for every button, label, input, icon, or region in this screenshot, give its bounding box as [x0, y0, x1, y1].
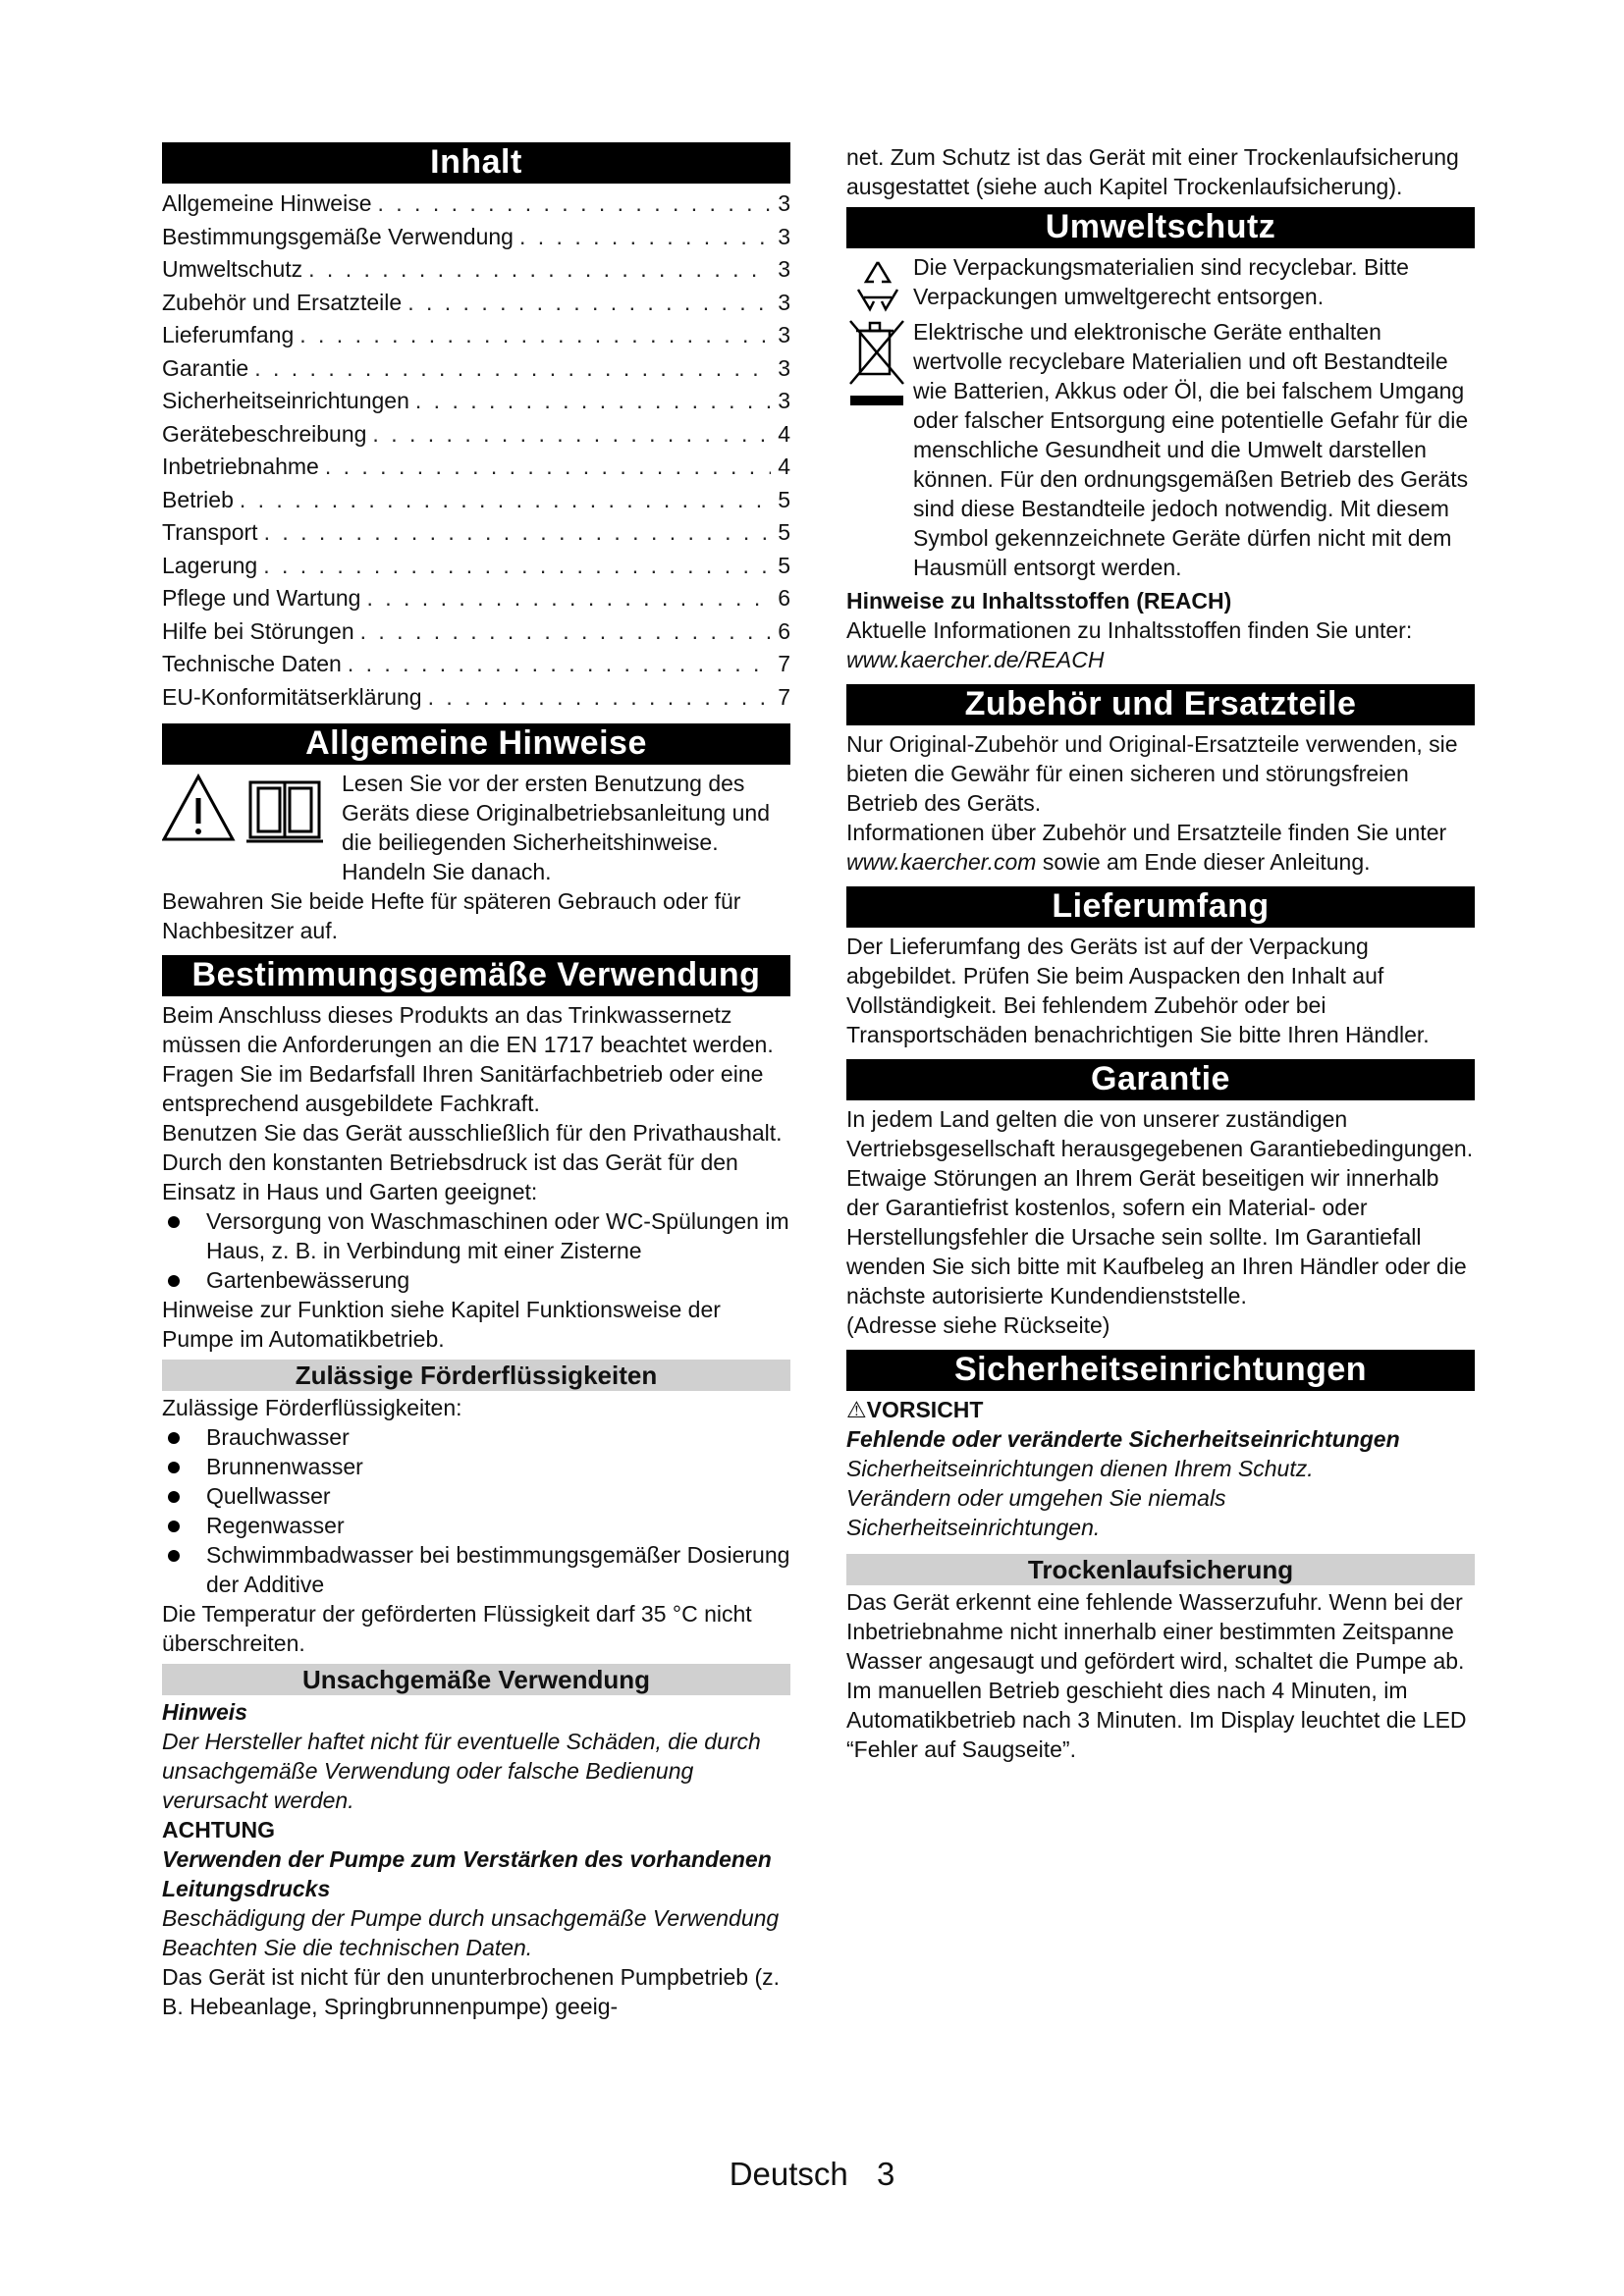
toc-entry[interactable]: [162, 187, 790, 221]
toc-entry-page: 4: [778, 454, 790, 479]
list-item: Brunnenwasser: [162, 1452, 790, 1481]
trocken-p1: Das Gerät erkennt eine fehlende Wasserzufuhr. Wenn bei der Inbetriebnahme nicht innerhalb einer bestimmten Zeitspanne Wasser angesaugt und gefördert wird, schaltet die Pumpe ab. Im manuellen Betrieb geschieht dies nach 4 Minuten, im Automatikbetrieb nach 3 Minuten. Im Display leuchtet die LED “Fehler auf Saugseite”.: [846, 1589, 1467, 1762]
toc-entry-page: 6: [778, 585, 790, 611]
allgemeine-p2: Bewahren Sie beide Hefte für späteren Gebrauch oder für Nachbesitzer auf.: [162, 888, 741, 943]
toc-entry-page: 5: [778, 486, 790, 512]
toc-entry[interactable]: [162, 352, 790, 386]
toc-dot-leader: [264, 516, 771, 550]
achtung-heading: Verwenden der Pumpe zum Verstärken des vorhandenen Leitungsdrucks: [162, 1846, 772, 1901]
toc-dot-leader: [415, 385, 771, 418]
subheading-trocken: Trockenlaufsicherung: [846, 1554, 1475, 1585]
section-heading-allgemeine: Allgemeine Hinweise: [162, 723, 790, 765]
manual-book-icon: [246, 782, 323, 841]
table-of-contents: [162, 187, 790, 714]
hinweis-label: Hinweis: [162, 1699, 247, 1725]
unsach-p1: Das Gerät ist nicht für den ununterbrochenen Pumpbetrieb (z. B. Hebeanlage, Springbrunnenpumpe) geeig-: [162, 1964, 781, 2019]
toc-entry-label: Lieferumfang: [162, 322, 295, 347]
toc-dot-leader: [308, 253, 771, 287]
zulaessig-list: [162, 1422, 790, 1599]
toc-entry-label: Technische Daten: [162, 651, 342, 676]
zubehoer-p1: Nur Original-Zubehör und Original-Ersatzteile verwenden, sie bieten die Gewähr für einen sicheren und störungsfreien Betrieb des Geräts.: [846, 731, 1458, 816]
list-item: Regenwasser: [162, 1511, 790, 1540]
toc-entry-label: Lagerung: [162, 552, 258, 578]
toc-entry[interactable]: [162, 451, 790, 484]
toc-entry-label: Inbetriebnahme: [162, 454, 319, 479]
toc-dot-leader: [299, 319, 771, 352]
list-item: Versorgung von Waschmaschinen oder WC-Spülungen im Haus, z. B. in Verbindung mit einer Zisterne: [162, 1206, 790, 1265]
subheading-zulaessig: Zulässige Förderflüssigkeiten: [162, 1360, 790, 1391]
left-column: [162, 142, 790, 2021]
kaercher-link[interactable]: www.kaercher.com: [846, 849, 1037, 875]
toc-heading: Inhalt: [162, 142, 790, 184]
toc-entry-page: 6: [778, 617, 790, 644]
zubehoer-p2-text-end: sowie am Ende dieser Anleitung.: [1036, 849, 1371, 875]
allgemeine-p1: Lesen Sie vor der ersten Benutzung des Geräts diese Originalbetriebsanleitung und die beiliegenden Sicherheitshinweise. Handeln Sie danach.: [342, 771, 770, 884]
toc-entry-label: Allgemeine Hinweise: [162, 190, 372, 216]
toc-entry-label: Transport: [162, 519, 258, 545]
warning-icon: [162, 769, 329, 855]
toc-entry-label: Bestimmungsgemäße Verwendung: [162, 223, 514, 249]
toc-dot-leader: [519, 221, 771, 254]
right-column: [846, 142, 1475, 1764]
toc-entry-label: Sicherheitseinrichtungen: [162, 388, 409, 413]
toc-entry[interactable]: [162, 582, 790, 615]
umwelt-p1: Die Verpackungsmaterialien sind recyclebar. Bitte Verpackungen umweltgerecht entsorgen.: [913, 254, 1409, 309]
list-item: Schwimmbadwasser bei bestimmungsgemäßer Dosierung der Additive: [162, 1540, 790, 1599]
sicher-heading: Fehlende oder veränderte Sicherheitseinrichtungen: [846, 1426, 1400, 1452]
toc-dot-leader: [240, 484, 771, 517]
toc-entry-page: 3: [778, 289, 790, 315]
section-heading-zubehoer: Zubehör und Ersatzteile: [846, 684, 1475, 725]
toc-entry[interactable]: [162, 484, 790, 517]
zubehoer-p2: [846, 818, 1475, 877]
toc-entry-label: Pflege und Wartung: [162, 585, 361, 611]
toc-entry[interactable]: [162, 615, 790, 649]
toc-entry-page: 4: [778, 420, 790, 447]
liefer-p1: Der Lieferumfang des Geräts ist auf der Verpackung abgebildet. Prüfen Sie beim Auspacken den Inhalt auf Vollständigkeit. Bei fehlendem Zubehör oder bei Transportschäden benachrichtigen Sie bitte Ihren Händler.: [846, 934, 1430, 1047]
toc-entry-page: 3: [778, 322, 790, 347]
toc-entry-label: Garantie: [162, 354, 249, 381]
toc-dot-leader: [348, 648, 771, 681]
hinweis-text: Der Hersteller haftet nicht für eventuelle Schäden, die durch unsachgemäße Verwendung oder falsche Bedienung verursacht werden.: [162, 1729, 761, 1813]
toc-dot-leader: [407, 287, 771, 320]
toc-entry[interactable]: [162, 287, 790, 320]
vorsicht-text: VORSICHT: [866, 1397, 984, 1422]
toc-entry-page: 3: [778, 388, 790, 413]
toc-entry-page: 3: [778, 223, 790, 249]
section-heading-bestimmung: Bestimmungsgemäße Verwendung: [162, 955, 790, 996]
zubehoer-p2-text: Informationen über Zubehör und Ersatzteile finden Sie unter: [846, 820, 1447, 845]
toc-entry-label: Umweltschutz: [162, 256, 303, 282]
section-heading-garantie: Garantie: [846, 1059, 1475, 1100]
toc-entry-label: EU-Konformitätserklärung: [162, 683, 422, 710]
achtung-text-1: Beschädigung der Pumpe durch unsachgemäße Verwendung: [162, 1905, 780, 1931]
list-item: Brauchwasser: [162, 1422, 790, 1452]
toc-entry[interactable]: [162, 253, 790, 287]
toc-entry-label: Betrieb: [162, 486, 234, 512]
toc-entry-page: 3: [778, 354, 790, 381]
footer-page-number: 3: [876, 2156, 895, 2192]
zulaessig-intro: Zulässige Förderflüssigkeiten:: [162, 1395, 462, 1420]
achtung-text-2: Beachten Sie die technischen Daten.: [162, 1935, 533, 1960]
bestimmung-p2: Benutzen Sie das Gerät ausschließlich für den Privathaushalt.: [162, 1120, 783, 1146]
sicher-text-2: Verändern oder umgehen Sie niemals Sicherheitseinrichtungen.: [846, 1485, 1226, 1540]
section-heading-umwelt: Umweltschutz: [846, 207, 1475, 248]
toc-entry-label: Hilfe bei Störungen: [162, 617, 354, 644]
toc-dot-leader: [360, 615, 771, 649]
garantie-p1: In jedem Land gelten die von unserer zuständigen Vertriebsgesellschaft herausgegebenen Garantiebedingungen. Etwaige Störungen an Ihrem Gerät beseitigen wir innerhalb der Garantiefrist kostenlos, sofern ein Material- oder Herstellungsfehler die Ursache sein sollte. Im Garantiefall wenden Sie sich bitte mit Kaufbeleg an Ihren Händler oder die nächste autorisierte Kundendienststelle.: [846, 1106, 1474, 1308]
reach-text: Aktuelle Informationen zu Inhaltsstoffen finden Sie unter:: [846, 617, 1413, 643]
toc-entry[interactable]: [162, 221, 790, 254]
garantie-p2: (Adresse siehe Rückseite): [846, 1312, 1110, 1338]
toc-entry-page: 7: [778, 651, 790, 676]
toc-entry[interactable]: [162, 418, 790, 452]
zulaessig-p1: Die Temperatur der geförderten Flüssigkeit darf 35 °C nicht überschreiten.: [162, 1601, 752, 1656]
section-heading-liefer: Lieferumfang: [846, 886, 1475, 928]
bestimmung-list: [162, 1206, 790, 1295]
subheading-unsach: Unsachgemäße Verwendung: [162, 1664, 790, 1695]
toc-entry[interactable]: [162, 516, 790, 550]
toc-dot-leader: [372, 418, 771, 452]
bestimmung-p4: Hinweise zur Funktion siehe Kapitel Funktionsweise der Pumpe im Automatikbetrieb.: [162, 1297, 721, 1352]
reach-paragraph: [846, 615, 1475, 674]
toc-entry-page: 3: [778, 190, 790, 216]
toc-entry[interactable]: [162, 681, 790, 715]
list-item: Gartenbewässerung: [162, 1265, 790, 1295]
footer-language: Deutsch: [729, 2156, 848, 2192]
continuation-text: net. Zum Schutz ist das Gerät mit einer Trockenlaufsicherung ausgestattet (siehe auch Kapitel Trockenlaufsicherung).: [846, 144, 1459, 199]
toc-entry-page: 7: [778, 683, 790, 710]
umwelt-p2: Elektrische und elektronische Geräte enthalten wertvolle recyclebare Materialien und oft Bestandteile wie Batterien, Akkus oder Öl, die bei falschem Umgang oder falscher Entsorgung eine potentielle Gefahr für die menschliche Gesundheit und die Umwelt darstellen können. Für den ordnungsgemäßen Betrieb des Geräts sind diese Bestandteile jedoch notwendig. Mit diesem Symbol gekennzeichnete Geräte dürfen nicht mit dem Hausmüll entsorgt werden.: [913, 319, 1469, 580]
toc-dot-leader: [428, 681, 771, 715]
toc-entry-label: Zubehör und Ersatzteile: [162, 289, 403, 315]
bestimmung-p1: Beim Anschluss dieses Produkts an das Trinkwassernetz müssen die Anforderungen an die EN 1717 beachtet werden. Fragen Sie im Bedarfsfall Ihren Sanitärfachbetrieb oder eine entsprechend ausgebildete Fachkraft.: [162, 1002, 774, 1116]
toc-entry-page: 3: [778, 256, 790, 282]
toc-entry-label: Gerätebeschreibung: [162, 420, 367, 447]
reach-heading: Hinweise zu Inhaltsstoffen (REACH): [846, 588, 1232, 614]
toc-dot-leader: [325, 451, 771, 484]
page-footer: [0, 2155, 1624, 2194]
toc-dot-leader: [263, 550, 771, 583]
toc-dot-leader: [378, 187, 772, 221]
achtung-label: ACHTUNG: [162, 1817, 275, 1842]
vorsicht-label: [846, 1395, 1475, 1424]
toc-entry-page: 5: [778, 519, 790, 545]
toc-entry-page: 5: [778, 552, 790, 578]
toc-entry[interactable]: [162, 319, 790, 352]
recycle-icon: [846, 254, 909, 317]
list-item: Quellwasser: [162, 1481, 790, 1511]
bestimmung-p3: Durch den konstanten Betriebsdruck ist das Gerät für den Einsatz in Haus und Garten geeignet:: [162, 1149, 738, 1204]
reach-link[interactable]: www.kaercher.de/REACH: [846, 647, 1105, 672]
sicher-text-1: Sicherheitseinrichtungen dienen Ihrem Schutz.: [846, 1456, 1314, 1481]
toc-dot-leader: [366, 582, 771, 615]
toc-entry[interactable]: [162, 550, 790, 583]
warning-small-icon: ⚠: [846, 1397, 867, 1422]
weee-bin-icon: [846, 317, 909, 411]
toc-dot-leader: [254, 352, 771, 386]
section-heading-sicher: Sicherheitseinrichtungen: [846, 1350, 1475, 1391]
toc-entry[interactable]: [162, 385, 790, 418]
toc-entry[interactable]: [162, 648, 790, 681]
